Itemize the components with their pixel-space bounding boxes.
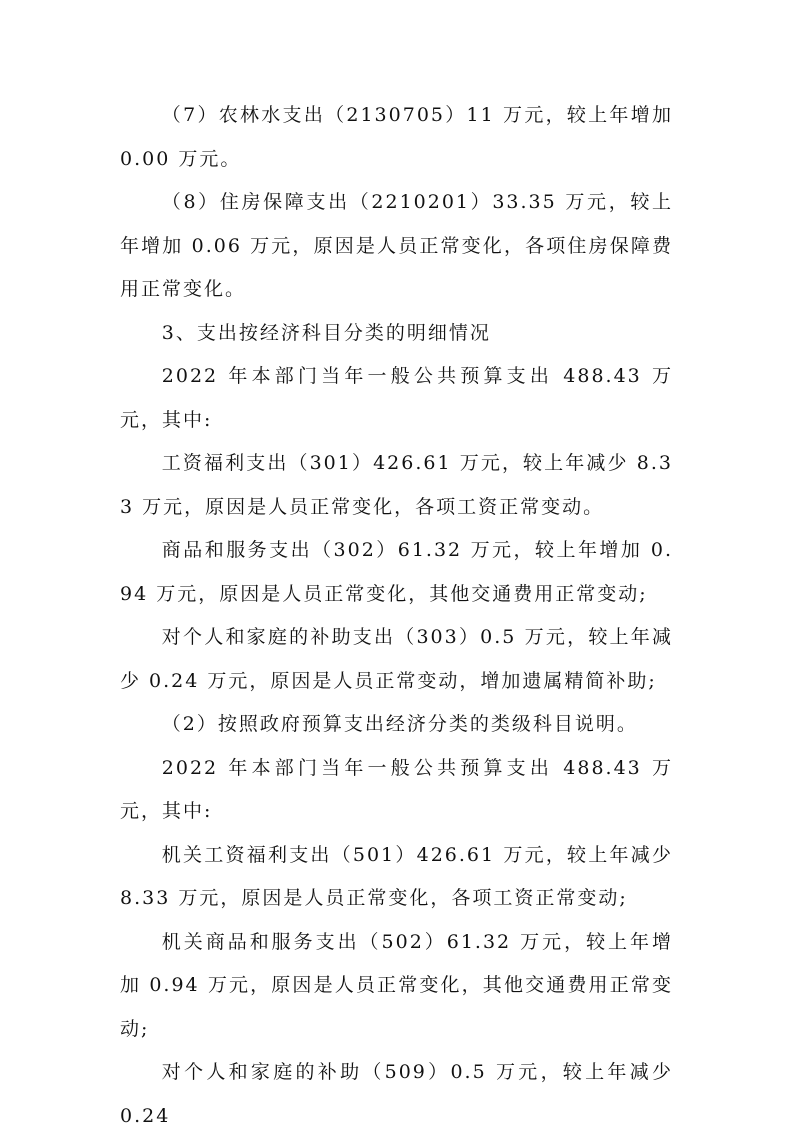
paragraph-goods-services-expenditure: 商品和服务支出（302）61.32 万元，较上年增加 0.94 万元，原因是人员正常变化，其他交通费用正常变动; [120, 539, 673, 605]
paragraph-agency-goods-services: 机关商品和服务支出（502）61.32 万元，较上年增加 0.94 万元，原因是人员正常变化，其他交通费用正常变动; [120, 930, 673, 1040]
paragraph-total-expenditure-intro: 2022 年本部门当年一般公共预算支出 488.43 万元，其中: [120, 365, 673, 431]
paragraph-household-subsidy-expenditure: 对个人和家庭的补助支出（303）0.5 万元，较上年减少 0.24 万元，原因是人员正常变动，增加遗属精简补助; [120, 626, 673, 692]
paragraph-agriculture-expenditure: （7）农林水支出（2130705）11 万元，较上年增加 0.00 万元。 [120, 104, 673, 170]
paragraph-agency-wage-welfare: 机关工资福利支出（501）426.61 万元，较上年减少 8.33 万元，原因是人员正常变化，各项工资正常变动; [120, 843, 673, 909]
paragraph-wage-welfare-expenditure: 工资福利支出（301）426.61 万元，较上年减少 8.33 万元，原因是人员正常变化，各项工资正常变动。 [120, 452, 673, 518]
section-heading-economic-classification: 3、支出按经济科目分类的明细情况 [161, 321, 491, 344]
paragraph-household-subsidy-509: 对个人和家庭的补助（509）0.5 万元，较上年减少 0.24 [120, 1061, 673, 1127]
section-heading-government-classification: （2）按照政府预算支出经济分类的类级科目说明。 [161, 713, 638, 735]
paragraph-housing-expenditure: （8）住房保障支出（2210201）33.35 万元，较上年增加 0.06 万元，原因是人员正常变化，各项住房保障费用正常变化。 [120, 191, 673, 300]
paragraph-total-expenditure-intro-2: 2022 年本部门当年一般公共预算支出 488.43 万元，其中: [120, 756, 673, 822]
